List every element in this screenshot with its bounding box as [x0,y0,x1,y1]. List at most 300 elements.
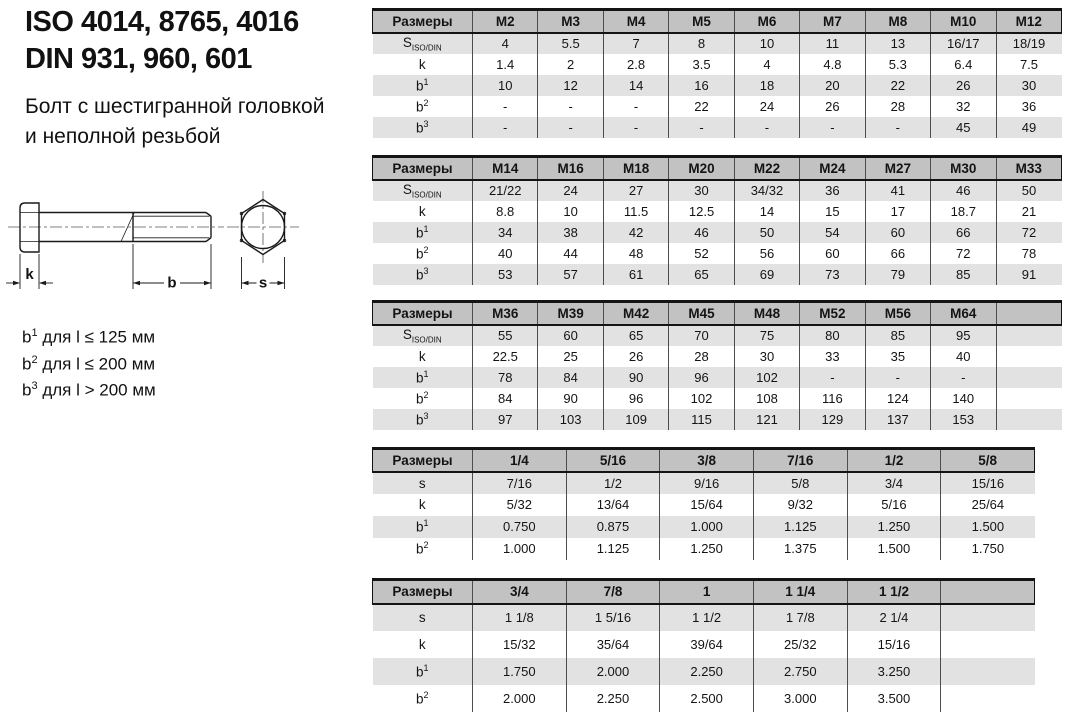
size-column-header: Размеры [373,10,473,33]
row-label: $b^1$ [415,518,429,535]
table-row [373,658,1035,685]
table-row [373,243,1062,264]
value-cell: 39/64 [660,631,754,658]
column-header: 5/8 [941,449,1035,472]
column-header: M3 [538,10,603,33]
value-cell: 15/16 [941,472,1035,494]
table-row [373,388,1062,409]
value-cell: 30 [669,180,734,201]
value-cell: 34 [473,222,538,243]
value-cell: 137 [865,409,930,430]
value-cell: 75 [734,325,799,346]
value-cell: 32 [931,96,996,117]
value-cell: 69 [734,264,799,285]
dimension-table-inch-3-4-to-1-1-2 [372,578,1035,712]
size-column-header: Размеры [373,157,473,180]
value-cell: 5.5 [538,33,603,54]
value-cell: 18 [734,75,799,96]
footnote-b3: $b^3$ для l > 200 мм [22,380,156,400]
value-cell: 1 1/2 [660,604,754,631]
value-cell: 16/17 [931,33,996,54]
value-cell: 3/4 [847,472,941,494]
row-label: s [418,475,426,491]
value-cell: 22.5 [473,346,538,367]
value-cell [996,325,1062,346]
value-cell: 1.500 [941,516,1035,538]
header-row [373,302,1062,325]
value-cell: 25/32 [753,631,847,658]
table-row [373,604,1035,631]
value-cell: 15 [800,201,865,222]
size-column-header: Размеры [373,302,473,325]
row-label: $S_{ISO/DIN}$ [402,181,442,200]
value-cell: 7 [603,33,668,54]
column-header: 7/8 [566,580,660,604]
value-cell: 8 [669,33,734,54]
size-column-header: Размеры [373,449,473,472]
value-cell: 129 [800,409,865,430]
value-cell: - [538,117,603,138]
dimension-table-metric-m2-m12 [372,8,1062,138]
value-cell: 45 [931,117,996,138]
value-cell: 42 [603,222,668,243]
bolt-end-view [227,191,299,263]
value-cell: 21/22 [473,180,538,201]
table-metric-m36-m64 [372,300,1062,430]
value-cell: - [603,117,668,138]
value-cell: 84 [473,388,538,409]
value-cell: 84 [538,367,603,388]
value-cell: 40 [931,346,996,367]
value-cell: 22 [669,96,734,117]
value-cell: 12.5 [669,201,734,222]
column-header: M18 [603,157,668,180]
column-header: M2 [473,10,538,33]
column-header [941,580,1035,604]
value-cell: 2.8 [603,54,668,75]
value-cell: 14 [603,75,668,96]
row-label: k [418,203,426,219]
value-cell [941,631,1035,658]
row-label: $b^2$ [415,389,429,407]
value-cell: 66 [931,222,996,243]
bolt-side-view [8,203,224,252]
value-cell: - [734,117,799,138]
column-header: M10 [931,10,996,33]
value-cell: 40 [473,243,538,264]
value-cell: 115 [669,409,734,430]
value-cell: 11.5 [603,201,668,222]
value-cell: 30 [996,75,1062,96]
value-cell [941,658,1035,685]
value-cell: 41 [865,180,930,201]
value-cell: 50 [996,180,1062,201]
value-cell: 1.000 [473,538,567,560]
table-row [373,54,1062,75]
row-label: $b^1$ [415,368,429,386]
value-cell: 57 [538,264,603,285]
value-cell: 46 [669,222,734,243]
table-row [373,325,1062,346]
column-header [996,302,1062,325]
value-cell: 85 [865,325,930,346]
value-cell [996,409,1062,430]
value-cell: - [473,96,538,117]
value-cell: 1/2 [566,472,660,494]
value-cell: 36 [996,96,1062,117]
value-cell [996,367,1062,388]
value-cell: 109 [603,409,668,430]
value-cell: 73 [800,264,865,285]
value-cell: 10 [734,33,799,54]
row-label: $b^3$ [415,118,429,136]
value-cell: 34/32 [734,180,799,201]
value-cell: - [538,96,603,117]
footnotes [22,322,156,402]
value-cell: - [865,117,930,138]
value-cell: 4.8 [800,54,865,75]
value-cell: 8.8 [473,201,538,222]
value-cell: 2.750 [753,658,847,685]
column-header: M33 [996,157,1062,180]
value-cell: 5/16 [847,494,941,516]
row-label: k [418,497,426,512]
table-row [373,264,1062,285]
value-cell [941,685,1035,712]
dimension-table-metric-m14-m33 [372,155,1062,285]
value-cell: 10 [473,75,538,96]
dimension-k [6,254,53,289]
value-cell: 16 [669,75,734,96]
dimension-table-metric-m36-m64 [372,300,1062,430]
value-cell: 65 [669,264,734,285]
value-cell: 124 [865,388,930,409]
table-row [373,409,1062,430]
value-cell: 1 1/8 [473,604,567,631]
column-header: M5 [669,10,734,33]
value-cell [941,604,1035,631]
value-cell: 33 [800,346,865,367]
column-header: M56 [865,302,930,325]
value-cell: 153 [931,409,996,430]
value-cell: 35 [865,346,930,367]
column-header: M30 [931,157,996,180]
value-cell: 25/64 [941,494,1035,516]
value-cell: 52 [669,243,734,264]
row-label: k [418,348,426,364]
column-header: M14 [473,157,538,180]
value-cell: 26 [603,346,668,367]
value-cell: - [931,367,996,388]
value-cell: 116 [800,388,865,409]
value-cell: 14 [734,201,799,222]
row-label: $b^3$ [415,410,429,428]
column-header: M6 [734,10,799,33]
thread-end-chamfer [206,213,211,217]
column-header: M24 [800,157,865,180]
table-row [373,75,1062,96]
column-header: 5/16 [566,449,660,472]
column-header: M27 [865,157,930,180]
value-cell: 78 [473,367,538,388]
value-cell: 25 [538,346,603,367]
value-cell: 72 [996,222,1062,243]
value-cell: 9/32 [753,494,847,516]
title-din-line: DIN 931, 960, 601 [25,43,252,75]
value-cell: 1 5/16 [566,604,660,631]
dim-label-k: k [25,266,34,283]
value-cell: 72 [931,243,996,264]
value-cell: 66 [865,243,930,264]
value-cell: 103 [538,409,603,430]
value-cell: 91 [996,264,1062,285]
value-cell: 2.250 [660,658,754,685]
table-row [373,472,1035,494]
row-label: $b^2$ [415,244,429,262]
value-cell: 28 [865,96,930,117]
value-cell: 90 [603,367,668,388]
table-inch-3-4-to-1-1-2 [372,578,1035,712]
column-header: 1/4 [473,449,567,472]
value-cell: 2.000 [566,658,660,685]
table-metric-m2-m12 [372,8,1062,138]
page-title [25,4,299,78]
table-row [373,494,1035,516]
value-cell: 13/64 [566,494,660,516]
header-row [373,449,1035,472]
value-cell: 1.750 [473,658,567,685]
value-cell: 18/19 [996,33,1062,54]
value-cell: 46 [931,180,996,201]
value-cell [996,388,1062,409]
row-label: s [418,610,426,625]
column-header: M22 [734,157,799,180]
value-cell: 5/8 [753,472,847,494]
column-header: M42 [603,302,668,325]
value-cell: 38 [538,222,603,243]
dimension-table-inch-1-4-to-5-8 [372,447,1035,560]
value-cell: 96 [603,388,668,409]
table-row [373,96,1062,117]
value-cell: 15/32 [473,631,567,658]
value-cell: 11 [800,33,865,54]
value-cell: 108 [734,388,799,409]
subtitle-line-1: Болт с шестигранной головкой [25,95,325,118]
footnote-b1: $b^1$ для l ≤ 125 мм [22,327,156,347]
value-cell: 3.500 [847,685,941,712]
value-cell: 90 [538,388,603,409]
subtitle-line-2: и неполной резьбой [25,125,221,148]
dim-label-s: s [258,274,268,292]
title-iso-line: ISO 4014, 8765, 4016 [25,6,299,38]
value-cell: 22 [865,75,930,96]
value-cell: - [473,117,538,138]
value-cell: 50 [734,222,799,243]
column-header: M20 [669,157,734,180]
value-cell: 140 [931,388,996,409]
value-cell: 1.4 [473,54,538,75]
value-cell: 26 [931,75,996,96]
value-cell: 1.375 [753,538,847,560]
column-header: M45 [669,302,734,325]
value-cell: 26 [800,96,865,117]
value-cell: - [669,117,734,138]
row-label: $b^2$ [415,540,429,557]
value-cell: 1.500 [847,538,941,560]
value-cell: 2 [538,54,603,75]
column-header: 3/8 [660,449,754,472]
size-column-header: Размеры [373,580,473,604]
table-metric-m14-m33 [372,155,1062,285]
dim-label-b: b [167,274,177,292]
column-header: 1/2 [847,449,941,472]
value-cell: 60 [865,222,930,243]
value-cell: 2.000 [473,685,567,712]
value-cell: 102 [734,367,799,388]
column-header: M12 [996,10,1062,33]
page-subtitle [25,92,324,152]
value-cell: 27 [603,180,668,201]
value-cell: 3.5 [669,54,734,75]
value-cell: 4 [473,33,538,54]
row-label: $b^2$ [415,97,429,115]
table-inch-1-4-to-5-8 [372,447,1035,560]
value-cell: 10 [538,201,603,222]
value-cell: 13 [865,33,930,54]
column-header: 1 [660,580,754,604]
value-cell: 54 [800,222,865,243]
row-label: k [418,636,426,652]
value-cell: 65 [603,325,668,346]
value-cell: 60 [800,243,865,264]
value-cell: 1.125 [566,538,660,560]
table-row [373,201,1062,222]
value-cell: 61 [603,264,668,285]
table-row [373,538,1035,560]
value-cell: 78 [996,243,1062,264]
value-cell: - [603,96,668,117]
value-cell: 1.750 [941,538,1035,560]
value-cell: 35/64 [566,631,660,658]
footnote-b2: $b^2$ для l ≤ 200 мм [22,353,156,374]
value-cell: 80 [800,325,865,346]
value-cell: 0.750 [473,516,567,538]
value-cell: 2.500 [660,685,754,712]
value-cell: 49 [996,117,1062,138]
value-cell: 0.875 [566,516,660,538]
table-row [373,222,1062,243]
row-label: $b^3$ [415,265,429,283]
value-cell: 4 [734,54,799,75]
column-header: M8 [865,10,930,33]
table-row [373,685,1035,712]
value-cell: 24 [734,96,799,117]
table-row [373,117,1062,138]
column-header: M16 [538,157,603,180]
bolt-head [20,203,39,252]
header-row [373,580,1035,604]
value-cell: 96 [669,367,734,388]
value-cell: 3.250 [847,658,941,685]
row-label: $S_{ISO/DIN}$ [402,34,442,53]
value-cell: 1 7/8 [753,604,847,631]
value-cell: 5/32 [473,494,567,516]
value-cell: 21 [996,201,1062,222]
value-cell: 55 [473,325,538,346]
value-cell: 2 1/4 [847,604,941,631]
column-header: M48 [734,302,799,325]
column-header: 3/4 [473,580,567,604]
value-cell: 24 [538,180,603,201]
table-row [373,367,1062,388]
table-row [373,516,1035,538]
value-cell: 9/16 [660,472,754,494]
value-cell: 18.7 [931,201,996,222]
value-cell: 79 [865,264,930,285]
value-cell: 1.250 [847,516,941,538]
value-cell: 15/64 [660,494,754,516]
row-label: $b^2$ [415,689,429,707]
value-cell: 1.250 [660,538,754,560]
value-cell: 56 [734,243,799,264]
value-cell: - [800,367,865,388]
value-cell: 53 [473,264,538,285]
value-cell: 12 [538,75,603,96]
value-cell: 1.000 [660,516,754,538]
row-label: $b^1$ [415,76,429,94]
value-cell: 5.3 [865,54,930,75]
dimension-b [133,244,211,292]
column-header: M7 [800,10,865,33]
value-cell: 15/16 [847,631,941,658]
column-header: M64 [931,302,996,325]
bolt-technical-drawing [0,180,340,310]
value-cell: 60 [538,325,603,346]
value-cell: 30 [734,346,799,367]
value-cell: 7/16 [473,472,567,494]
value-cell: 1.125 [753,516,847,538]
value-cell: 36 [800,180,865,201]
row-label: $b^1$ [415,223,429,241]
value-cell [996,346,1062,367]
column-header: M36 [473,302,538,325]
table-row [373,180,1062,201]
value-cell: - [865,367,930,388]
value-cell: 2.250 [566,685,660,712]
value-cell: 17 [865,201,930,222]
value-cell: 6.4 [931,54,996,75]
column-header: 1 1/2 [847,580,941,604]
row-label: $b^1$ [415,662,429,680]
column-header: M52 [800,302,865,325]
column-header: M4 [603,10,668,33]
value-cell: 70 [669,325,734,346]
value-cell: 28 [669,346,734,367]
value-cell: 7.5 [996,54,1062,75]
column-header: M39 [538,302,603,325]
value-cell: 3.000 [753,685,847,712]
value-cell: 102 [669,388,734,409]
column-header: 1 1/4 [753,580,847,604]
value-cell: 20 [800,75,865,96]
value-cell: 48 [603,243,668,264]
table-row [373,631,1035,658]
row-label: k [418,56,426,72]
value-cell: 97 [473,409,538,430]
header-row [373,10,1062,33]
value-cell: 44 [538,243,603,264]
row-label: $S_{ISO/DIN}$ [402,326,442,345]
